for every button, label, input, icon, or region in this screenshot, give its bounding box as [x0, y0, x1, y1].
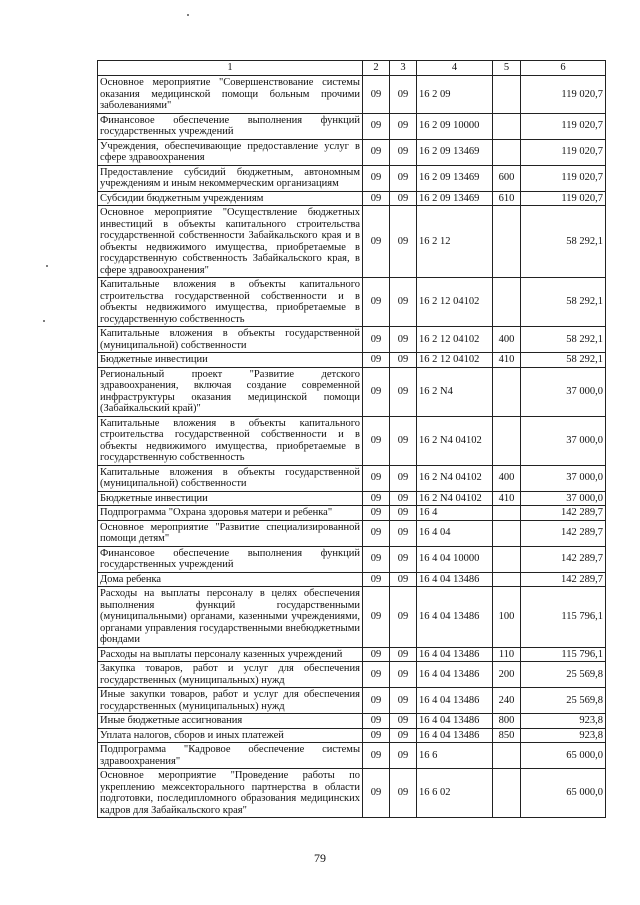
section-cell: 09 [363, 743, 390, 769]
target-article-cell: 16 4 04 13486 [417, 728, 493, 743]
table-row [98, 76, 606, 114]
table-row [98, 353, 606, 368]
table-row [98, 139, 606, 165]
expense-type-cell [493, 546, 521, 572]
table-row [98, 165, 606, 191]
amount-cell: 25 569,8 [521, 662, 606, 688]
target-article-cell: 16 4 04 10000 [417, 546, 493, 572]
row-name-cell: Основное мероприятие "Развитие специализированной помощи детям" [98, 520, 363, 546]
expense-type-cell [493, 206, 521, 278]
subsection-cell: 09 [390, 367, 417, 416]
amount-cell: 37 000,0 [521, 491, 606, 506]
row-name-cell: Расходы на выплаты персоналу казенных учреждений [98, 647, 363, 662]
amount-cell: 119 020,7 [521, 76, 606, 114]
section-cell: 09 [363, 327, 390, 353]
amount-cell: 142 289,7 [521, 546, 606, 572]
target-article-cell: 16 4 [417, 506, 493, 521]
section-cell: 09 [363, 546, 390, 572]
section-cell: 09 [363, 520, 390, 546]
section-cell: 09 [363, 662, 390, 688]
expense-type-cell: 610 [493, 191, 521, 206]
row-name-cell: Уплата налогов, сборов и иных платежей [98, 728, 363, 743]
target-article-cell: 16 2 N4 04102 [417, 465, 493, 491]
expense-type-cell: 410 [493, 353, 521, 368]
expense-type-cell: 100 [493, 587, 521, 648]
row-name-cell: Финансовое обеспечение выполнения функций государственных учреждений [98, 113, 363, 139]
column-header: 1 [98, 61, 363, 76]
target-article-cell: 16 2 N4 04102 [417, 491, 493, 506]
expense-type-cell [493, 278, 521, 327]
table-row [98, 367, 606, 416]
target-article-cell: 16 6 [417, 743, 493, 769]
table-row [98, 587, 606, 648]
column-header: 5 [493, 61, 521, 76]
subsection-cell: 09 [390, 327, 417, 353]
scan-speck [43, 320, 45, 322]
table-row [98, 647, 606, 662]
expense-type-cell [493, 520, 521, 546]
subsection-cell: 09 [390, 278, 417, 327]
section-cell: 09 [363, 113, 390, 139]
section-cell: 09 [363, 191, 390, 206]
target-article-cell: 16 6 02 [417, 769, 493, 818]
table-row [98, 506, 606, 521]
target-article-cell: 16 2 09 13469 [417, 165, 493, 191]
table-row [98, 416, 606, 465]
table-row [98, 572, 606, 587]
table-header-row [98, 61, 606, 76]
expense-type-cell [493, 416, 521, 465]
table-row [98, 688, 606, 714]
section-cell: 09 [363, 278, 390, 327]
row-name-cell: Капитальные вложения в объекты капитального строительства государственной собственности и в объекты недвижимого имущества, приобретаемые в государственную собственность [98, 416, 363, 465]
row-name-cell: Иные закупки товаров, работ и услуг для обеспечения государственных (муниципальных) нужд [98, 688, 363, 714]
amount-cell: 25 569,8 [521, 688, 606, 714]
section-cell: 09 [363, 647, 390, 662]
row-name-cell: Учреждения, обеспечивающие предоставление услуг в сфере здравоохранения [98, 139, 363, 165]
table-row [98, 714, 606, 729]
subsection-cell: 09 [390, 688, 417, 714]
target-article-cell: 16 2 09 [417, 76, 493, 114]
subsection-cell: 09 [390, 743, 417, 769]
amount-cell: 58 292,1 [521, 278, 606, 327]
target-article-cell: 16 4 04 13486 [417, 587, 493, 648]
table-row [98, 206, 606, 278]
amount-cell: 37 000,0 [521, 416, 606, 465]
subsection-cell: 09 [390, 572, 417, 587]
amount-cell: 119 020,7 [521, 191, 606, 206]
table-row [98, 769, 606, 818]
amount-cell: 115 796,1 [521, 587, 606, 648]
table-row [98, 465, 606, 491]
expense-type-cell: 110 [493, 647, 521, 662]
column-header: 4 [417, 61, 493, 76]
row-name-cell: Капитальные вложения в объекты государственной (муниципальной) собственности [98, 465, 363, 491]
expense-type-cell [493, 367, 521, 416]
amount-cell: 37 000,0 [521, 465, 606, 491]
subsection-cell: 09 [390, 165, 417, 191]
section-cell: 09 [363, 769, 390, 818]
subsection-cell: 09 [390, 191, 417, 206]
expense-type-cell [493, 506, 521, 521]
section-cell: 09 [363, 367, 390, 416]
subsection-cell: 09 [390, 206, 417, 278]
expense-type-cell [493, 113, 521, 139]
section-cell: 09 [363, 728, 390, 743]
expense-type-cell: 800 [493, 714, 521, 729]
target-article-cell: 16 4 04 13486 [417, 662, 493, 688]
row-name-cell: Расходы на выплаты персоналу в целях обеспечения выполнения функций государственными (муниципальными) органами, казенными учреждениями, органами управления государственными внебюджетными фондами [98, 587, 363, 648]
subsection-cell: 09 [390, 353, 417, 368]
expense-type-cell [493, 743, 521, 769]
table-row [98, 278, 606, 327]
row-name-cell: Предоставление субсидий бюджетным, автономным учреждениям и иным некоммерческим организациям [98, 165, 363, 191]
expense-type-cell [493, 139, 521, 165]
row-name-cell: Капитальные вложения в объекты государственной (муниципальной) собственности [98, 327, 363, 353]
amount-cell: 58 292,1 [521, 206, 606, 278]
subsection-cell: 09 [390, 662, 417, 688]
expense-type-cell [493, 769, 521, 818]
scan-speck [46, 265, 48, 267]
subsection-cell: 09 [390, 520, 417, 546]
subsection-cell: 09 [390, 647, 417, 662]
page-number: 79 [314, 851, 326, 865]
target-article-cell: 16 2 09 13469 [417, 191, 493, 206]
row-name-cell: Подпрограмма "Охрана здоровья матери и ребенка" [98, 506, 363, 521]
row-name-cell: Финансовое обеспечение выполнения функций государственных учреждений [98, 546, 363, 572]
expense-type-cell: 400 [493, 465, 521, 491]
amount-cell: 119 020,7 [521, 165, 606, 191]
target-article-cell: 16 4 04 13486 [417, 688, 493, 714]
amount-cell: 119 020,7 [521, 139, 606, 165]
target-article-cell: 16 2 12 04102 [417, 327, 493, 353]
expense-type-cell: 200 [493, 662, 521, 688]
row-name-cell: Капитальные вложения в объекты капитального строительства государственной собственности и в объекты недвижимого имущества, приобретаемые в государственную собственность [98, 278, 363, 327]
amount-cell: 65 000,0 [521, 769, 606, 818]
target-article-cell: 16 4 04 [417, 520, 493, 546]
column-header: 3 [390, 61, 417, 76]
section-cell: 09 [363, 416, 390, 465]
row-name-cell: Основное мероприятие "Совершенствование системы оказания медицинской помощи больным прочими заболеваниями" [98, 76, 363, 114]
subsection-cell: 09 [390, 506, 417, 521]
target-article-cell: 16 2 12 04102 [417, 278, 493, 327]
subsection-cell: 09 [390, 113, 417, 139]
subsection-cell: 09 [390, 139, 417, 165]
subsection-cell: 09 [390, 546, 417, 572]
amount-cell: 37 000,0 [521, 367, 606, 416]
target-article-cell: 16 2 12 [417, 206, 493, 278]
amount-cell: 58 292,1 [521, 353, 606, 368]
budget-table [97, 60, 606, 818]
subsection-cell: 09 [390, 76, 417, 114]
expense-type-cell: 410 [493, 491, 521, 506]
section-cell: 09 [363, 165, 390, 191]
subsection-cell: 09 [390, 587, 417, 648]
subsection-cell: 09 [390, 491, 417, 506]
section-cell: 09 [363, 491, 390, 506]
section-cell: 09 [363, 688, 390, 714]
section-cell: 09 [363, 572, 390, 587]
amount-cell: 115 796,1 [521, 647, 606, 662]
section-cell: 09 [363, 714, 390, 729]
section-cell: 09 [363, 465, 390, 491]
expense-type-cell: 240 [493, 688, 521, 714]
expense-type-cell [493, 76, 521, 114]
row-name-cell: Подпрограмма "Кадровое обеспечение системы здравоохранения" [98, 743, 363, 769]
row-name-cell: Бюджетные инвестиции [98, 353, 363, 368]
table-row [98, 662, 606, 688]
amount-cell: 142 289,7 [521, 572, 606, 587]
amount-cell: 142 289,7 [521, 506, 606, 521]
row-name-cell: Дома ребенка [98, 572, 363, 587]
expense-type-cell: 850 [493, 728, 521, 743]
target-article-cell: 16 4 04 13486 [417, 647, 493, 662]
amount-cell: 142 289,7 [521, 520, 606, 546]
section-cell: 09 [363, 206, 390, 278]
row-name-cell: Региональный проект "Развитие детского здравоохранения, включая создание современной инфраструктуры оказания медицинской помощи (Забайкальский край)" [98, 367, 363, 416]
target-article-cell: 16 2 09 13469 [417, 139, 493, 165]
section-cell: 09 [363, 587, 390, 648]
section-cell: 09 [363, 353, 390, 368]
subsection-cell: 09 [390, 728, 417, 743]
section-cell: 09 [363, 506, 390, 521]
row-name-cell: Закупка товаров, работ и услуг для обеспечения государственных (муниципальных) нужд [98, 662, 363, 688]
scan-speck [187, 14, 189, 16]
target-article-cell: 16 4 04 13486 [417, 714, 493, 729]
target-article-cell: 16 2 N4 04102 [417, 416, 493, 465]
row-name-cell: Бюджетные инвестиции [98, 491, 363, 506]
row-name-cell: Субсидии бюджетным учреждениям [98, 191, 363, 206]
expense-type-cell: 400 [493, 327, 521, 353]
section-cell: 09 [363, 76, 390, 114]
column-header: 6 [521, 61, 606, 76]
target-article-cell: 16 4 04 13486 [417, 572, 493, 587]
amount-cell: 923,8 [521, 728, 606, 743]
row-name-cell: Основное мероприятие "Проведение работы по укреплению межсекторального партнерства в области подготовки, последипломного образования медицинских кадров для Забайкальского края" [98, 769, 363, 818]
amount-cell: 65 000,0 [521, 743, 606, 769]
table-row [98, 546, 606, 572]
table-row [98, 327, 606, 353]
table-row [98, 491, 606, 506]
row-name-cell: Основное мероприятие "Осуществление бюджетных инвестиций в объекты капитального строительства государственной собственности Забайкальского края и в объекты недвижимого имущества, приобретаемые в государственную собственность Забайкальского края, в сфере здравоохранения" [98, 206, 363, 278]
subsection-cell: 09 [390, 714, 417, 729]
subsection-cell: 09 [390, 769, 417, 818]
subsection-cell: 09 [390, 465, 417, 491]
target-article-cell: 16 2 N4 [417, 367, 493, 416]
table-row [98, 728, 606, 743]
subsection-cell: 09 [390, 416, 417, 465]
expense-type-cell [493, 572, 521, 587]
section-cell: 09 [363, 139, 390, 165]
table-row [98, 520, 606, 546]
amount-cell: 58 292,1 [521, 327, 606, 353]
expense-type-cell: 600 [493, 165, 521, 191]
table-row [98, 113, 606, 139]
column-header: 2 [363, 61, 390, 76]
amount-cell: 923,8 [521, 714, 606, 729]
row-name-cell: Иные бюджетные ассигнования [98, 714, 363, 729]
target-article-cell: 16 2 12 04102 [417, 353, 493, 368]
amount-cell: 119 020,7 [521, 113, 606, 139]
table-row [98, 191, 606, 206]
table-row [98, 743, 606, 769]
target-article-cell: 16 2 09 10000 [417, 113, 493, 139]
